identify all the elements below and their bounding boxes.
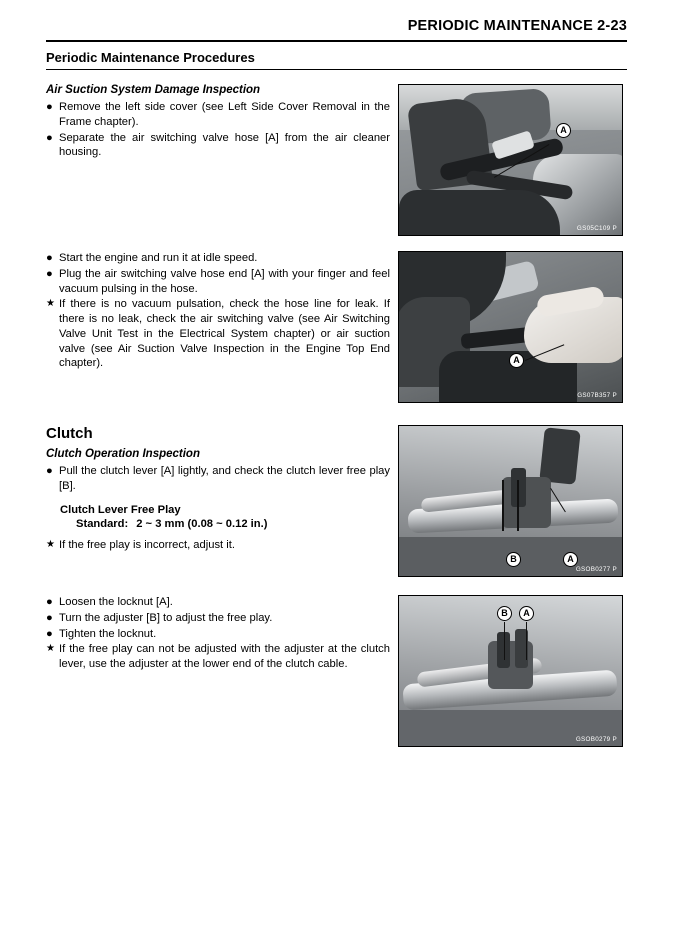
list-item-text: Tighten the locknut.	[59, 627, 157, 640]
measurement-line	[517, 480, 519, 531]
list-item-text: If the free play is incorrect, adjust it.	[59, 538, 235, 551]
figure-column	[398, 84, 623, 236]
bullet-icon: ●	[46, 611, 53, 624]
list-item	[46, 464, 390, 494]
photo-shape	[502, 477, 551, 528]
text-column	[46, 595, 398, 673]
content-block-clutch-adjust	[46, 595, 627, 747]
figure-column	[398, 425, 623, 577]
list-item-text: If the free play can not be adjusted with the adjuster at the clutch lever, use the adjuster at the lower end of the clutch cable.	[59, 643, 390, 671]
bullet-icon: ●	[46, 131, 53, 144]
spec-row	[76, 518, 390, 530]
callout-leader-line	[526, 622, 527, 660]
procedure-list	[46, 595, 390, 672]
page-header	[46, 0, 627, 34]
content-block-clutch-operation	[46, 425, 627, 577]
page-title: PERIODIC MAINTENANCE 2-23	[407, 18, 627, 34]
list-item	[46, 627, 390, 642]
figure-code: GS05C109 P	[576, 225, 617, 232]
text-column	[46, 84, 398, 161]
bullet-icon: ●	[46, 596, 53, 608]
list-item-text: Remove the left side cover (see Left Side Cover Removal in the Frame chapter).	[59, 101, 390, 128]
spec-title: Clutch Lever Free Play	[60, 503, 181, 516]
list-item	[46, 297, 390, 371]
callout-b: B	[497, 606, 512, 621]
list-item	[46, 642, 390, 672]
bullet-icon: ●	[46, 252, 53, 264]
section-heading: Periodic Maintenance Procedures	[46, 50, 255, 65]
procedure-list-secondary	[46, 538, 390, 553]
page-content	[46, 84, 627, 747]
content-block-vacuum-pulsation	[46, 251, 627, 403]
list-item	[46, 267, 390, 297]
figure-hose-finger-plug	[398, 251, 623, 403]
procedure-list	[46, 100, 390, 160]
figure-column	[398, 595, 623, 747]
figure-code: GSOB0277 P	[575, 566, 617, 573]
callout-a: A	[519, 606, 534, 621]
content-block-air-suction	[46, 84, 627, 236]
measurement-line	[502, 480, 504, 531]
bullet-icon: ●	[46, 627, 53, 640]
list-item	[46, 131, 390, 161]
figure-clutch-lever-free-play	[398, 425, 623, 577]
callout-a: A	[509, 353, 524, 368]
text-column	[46, 251, 398, 372]
callout-b: B	[506, 552, 521, 567]
subsection-heading: Clutch Operation Inspection	[46, 448, 200, 460]
figure-code: GSOB0279 P	[575, 736, 617, 743]
star-bullet-icon: ★	[46, 538, 55, 550]
figure-air-switching-valve-hose	[398, 84, 623, 236]
bullet-icon: ●	[46, 465, 53, 477]
callout-leader-line	[504, 622, 505, 660]
figure-code: GS07B357 P	[577, 392, 617, 399]
chapter-heading-clutch: Clutch	[46, 425, 93, 442]
header-divider	[46, 40, 627, 42]
spec-value: 2 ~ 3 mm (0.08 ~ 0.12 in.)	[136, 517, 268, 530]
specification-box	[60, 504, 390, 530]
list-item-text: Turn the adjuster [B] to adjust the free play.	[59, 611, 273, 624]
list-item-text: If there is no vacuum pulsation, check the hose line for leak. If there is no leak, check the air switching valve (see Air Switching Valve Unit Test in the Electrical System chapter) or air suction valve (see Air Suction Valve Inspection in the Engine Top End chapter).	[59, 298, 390, 370]
list-item	[46, 538, 390, 553]
photo-shape	[399, 190, 560, 235]
text-column	[46, 425, 398, 553]
list-item-text: Start the engine and run it at idle speed.	[59, 252, 258, 264]
callout-a: A	[563, 552, 578, 567]
section-divider	[46, 69, 627, 70]
bullet-icon: ●	[46, 267, 53, 280]
procedure-list	[46, 464, 390, 494]
figure-locknut-adjuster	[398, 595, 623, 747]
list-item	[46, 595, 390, 610]
list-item-text: Pull the clutch lever [A] lightly, and check the clutch lever free play [B].	[59, 465, 390, 492]
star-bullet-icon: ★	[46, 298, 55, 310]
callout-a: A	[556, 123, 571, 138]
subsection-heading: Air Suction System Damage Inspection	[46, 84, 261, 96]
list-item	[46, 251, 390, 266]
list-item-text: Plug the air switching valve hose end [A] with your finger and feel vacuum pulsing in the hose.	[59, 267, 390, 295]
star-bullet-icon: ★	[46, 643, 55, 655]
spec-label: Standard:	[76, 517, 129, 530]
bullet-icon: ●	[46, 101, 53, 113]
list-item	[46, 100, 390, 130]
list-item-text: Separate the air switching valve hose [A] from the air cleaner housing.	[59, 131, 390, 159]
figure-column	[398, 251, 623, 403]
list-item	[46, 611, 390, 626]
procedure-list	[46, 251, 390, 371]
list-item-text: Loosen the locknut [A].	[59, 596, 173, 608]
